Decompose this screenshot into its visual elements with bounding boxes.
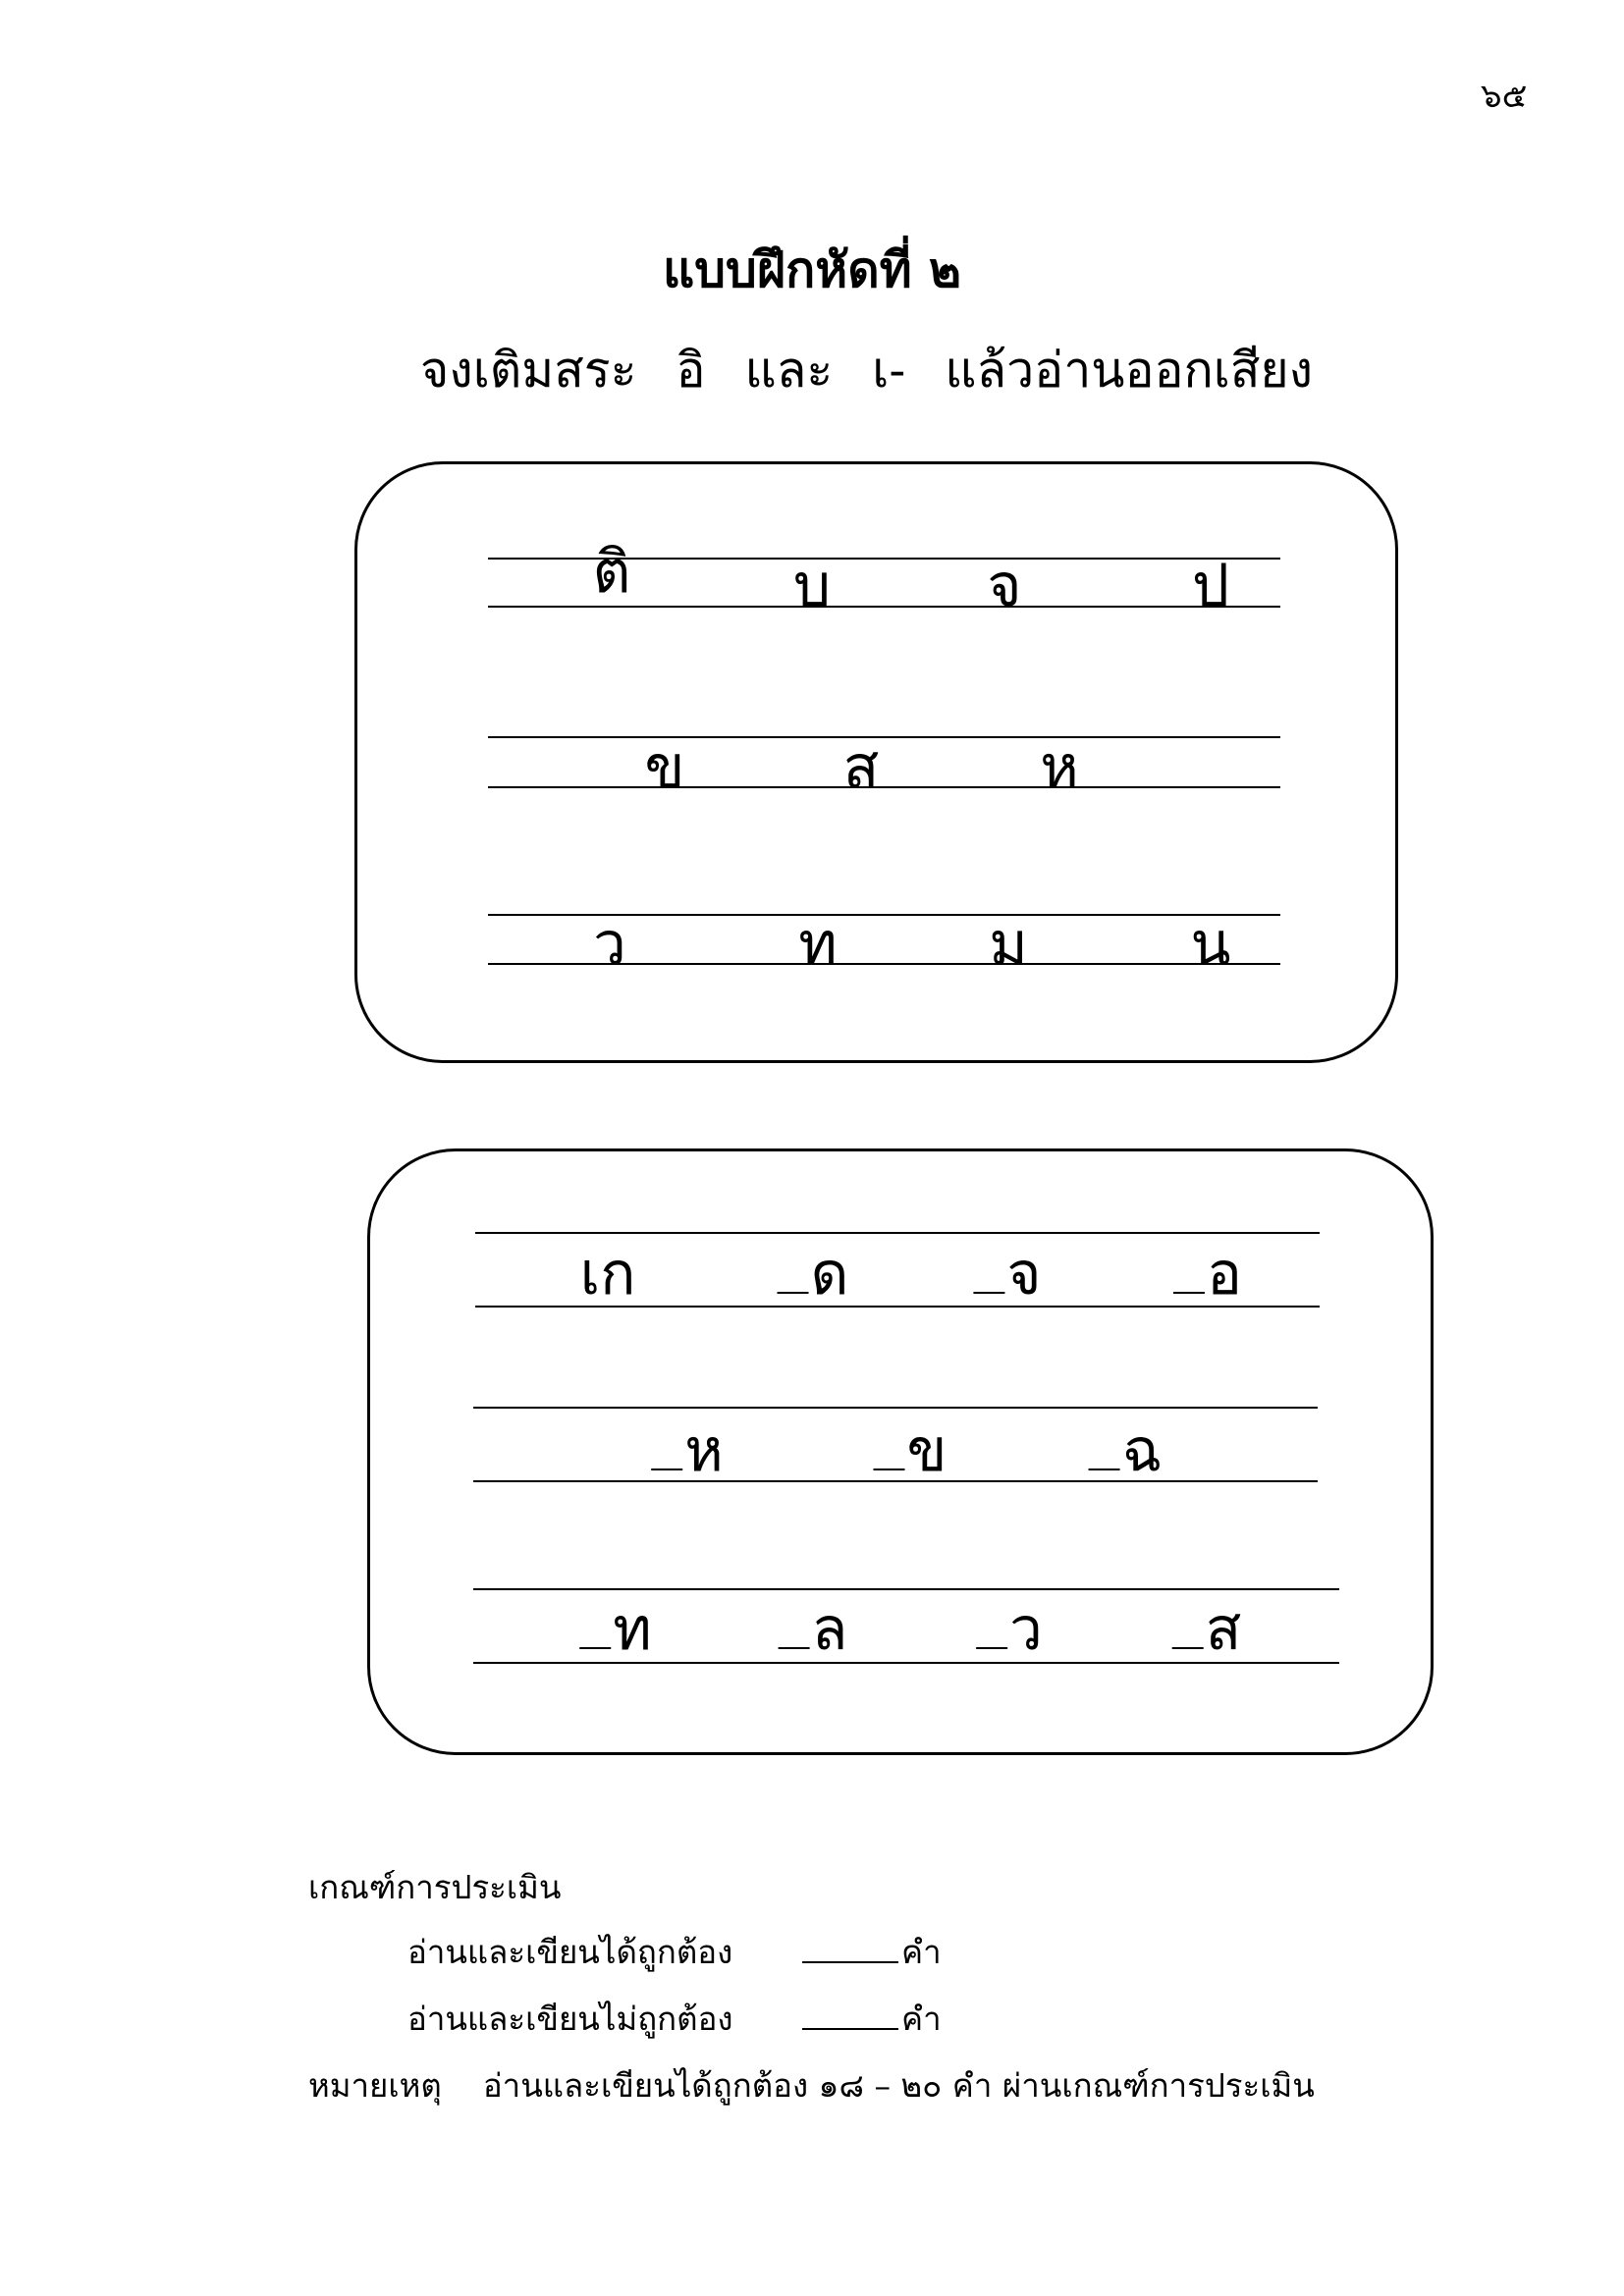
consonant-cell (1089, 1416, 1163, 1485)
consonant-letter: ห (684, 1416, 724, 1485)
criteria-unit: คำ (901, 1933, 942, 1971)
consonant-cell (579, 1595, 652, 1664)
criteria-heading: เกณฑ์การประเมิน (308, 1868, 562, 1906)
consonant-cell: ส (842, 733, 880, 802)
consonant-cell: ป (1191, 552, 1230, 620)
note-label: หมายเหตุ (308, 2066, 442, 2105)
consonant-cell: จ (987, 552, 1022, 620)
instruction-vowel-2: เ- (872, 342, 906, 399)
consonant-letter: ว (1009, 1595, 1043, 1664)
consonant-letter: ท (613, 1595, 652, 1664)
consonant-cell (1172, 1595, 1242, 1664)
consonant-cell: ข (644, 733, 685, 802)
consonant-cell (873, 1416, 947, 1485)
criteria-incorrect-row (407, 1993, 942, 2045)
vowel-blank[interactable] (651, 1468, 682, 1470)
writing-line (488, 786, 1280, 788)
consonant-cell (976, 1595, 1043, 1664)
vowel-blank[interactable] (1173, 1292, 1205, 1294)
vowel-blank[interactable] (778, 1292, 809, 1294)
consonant-cell (1173, 1240, 1243, 1308)
consonant-cell: ม (989, 910, 1028, 979)
vowel-blank[interactable] (873, 1468, 904, 1470)
consonant-cell (973, 1240, 1042, 1308)
criteria-incorrect-label: อ่านและเขียนไม่ถูกต้อง (407, 2000, 733, 2038)
writing-line (473, 1407, 1318, 1409)
writing-line (475, 1232, 1320, 1234)
consonant-cell: ว (593, 910, 626, 979)
consonant-letter: อ (1206, 1240, 1243, 1308)
instruction (420, 332, 1313, 409)
vowel-blank[interactable] (976, 1647, 1007, 1649)
consonant-letter: ฉ (1121, 1416, 1163, 1485)
consonant-cell: ติ (592, 538, 631, 607)
consonant-cell (778, 1240, 849, 1308)
criteria-correct-row (407, 1926, 942, 1978)
vowel-blank[interactable] (973, 1292, 1004, 1294)
score-blank[interactable] (802, 2028, 898, 2030)
vowel-blank[interactable] (779, 1647, 810, 1649)
writing-line (473, 1480, 1318, 1482)
vowel-blank[interactable] (1089, 1468, 1120, 1470)
score-blank[interactable] (802, 1961, 898, 1963)
consonant-cell: บ (792, 552, 832, 620)
vowel-blank[interactable] (579, 1647, 611, 1649)
exercise-title: แบบฝึกหัดที่ ๒ (662, 240, 962, 298)
instruction-conjunction: และ (744, 342, 834, 399)
consonant-cell: น (1190, 910, 1231, 979)
consonant-cell: ห (1040, 733, 1079, 802)
writing-line (488, 736, 1280, 738)
consonant-cell (651, 1416, 724, 1485)
consonant-letter: ล (811, 1595, 848, 1664)
consonant-letter: ข (906, 1416, 947, 1485)
consonant-cell (779, 1595, 848, 1664)
page-number: ๖๕ (1481, 77, 1528, 116)
note-text: อ่านและเขียนได้ถูกต้อง ๑๘ – ๒๐ คำ ผ่านเกณฑ์การประเมิน (482, 2066, 1315, 2105)
consonant-letter: ด (810, 1240, 849, 1308)
vowel-blank[interactable] (1172, 1647, 1204, 1649)
consonant-cell: ท (798, 910, 838, 979)
criteria-correct-label: อ่านและเขียนได้ถูกต้อง (407, 1933, 733, 1971)
consonant-letter: ส (1205, 1595, 1242, 1664)
consonant-letter: จ (1006, 1240, 1042, 1308)
criteria-unit: คำ (901, 2000, 942, 2038)
writing-line (473, 1588, 1339, 1590)
instruction-rest: แล้วอ่านออกเสียง (945, 342, 1314, 399)
note (308, 2059, 1315, 2111)
consonant-cell: เก (579, 1240, 636, 1308)
instruction-vowel-1: อิ (676, 342, 706, 399)
instruction-text: จงเติมสระ (420, 342, 637, 399)
